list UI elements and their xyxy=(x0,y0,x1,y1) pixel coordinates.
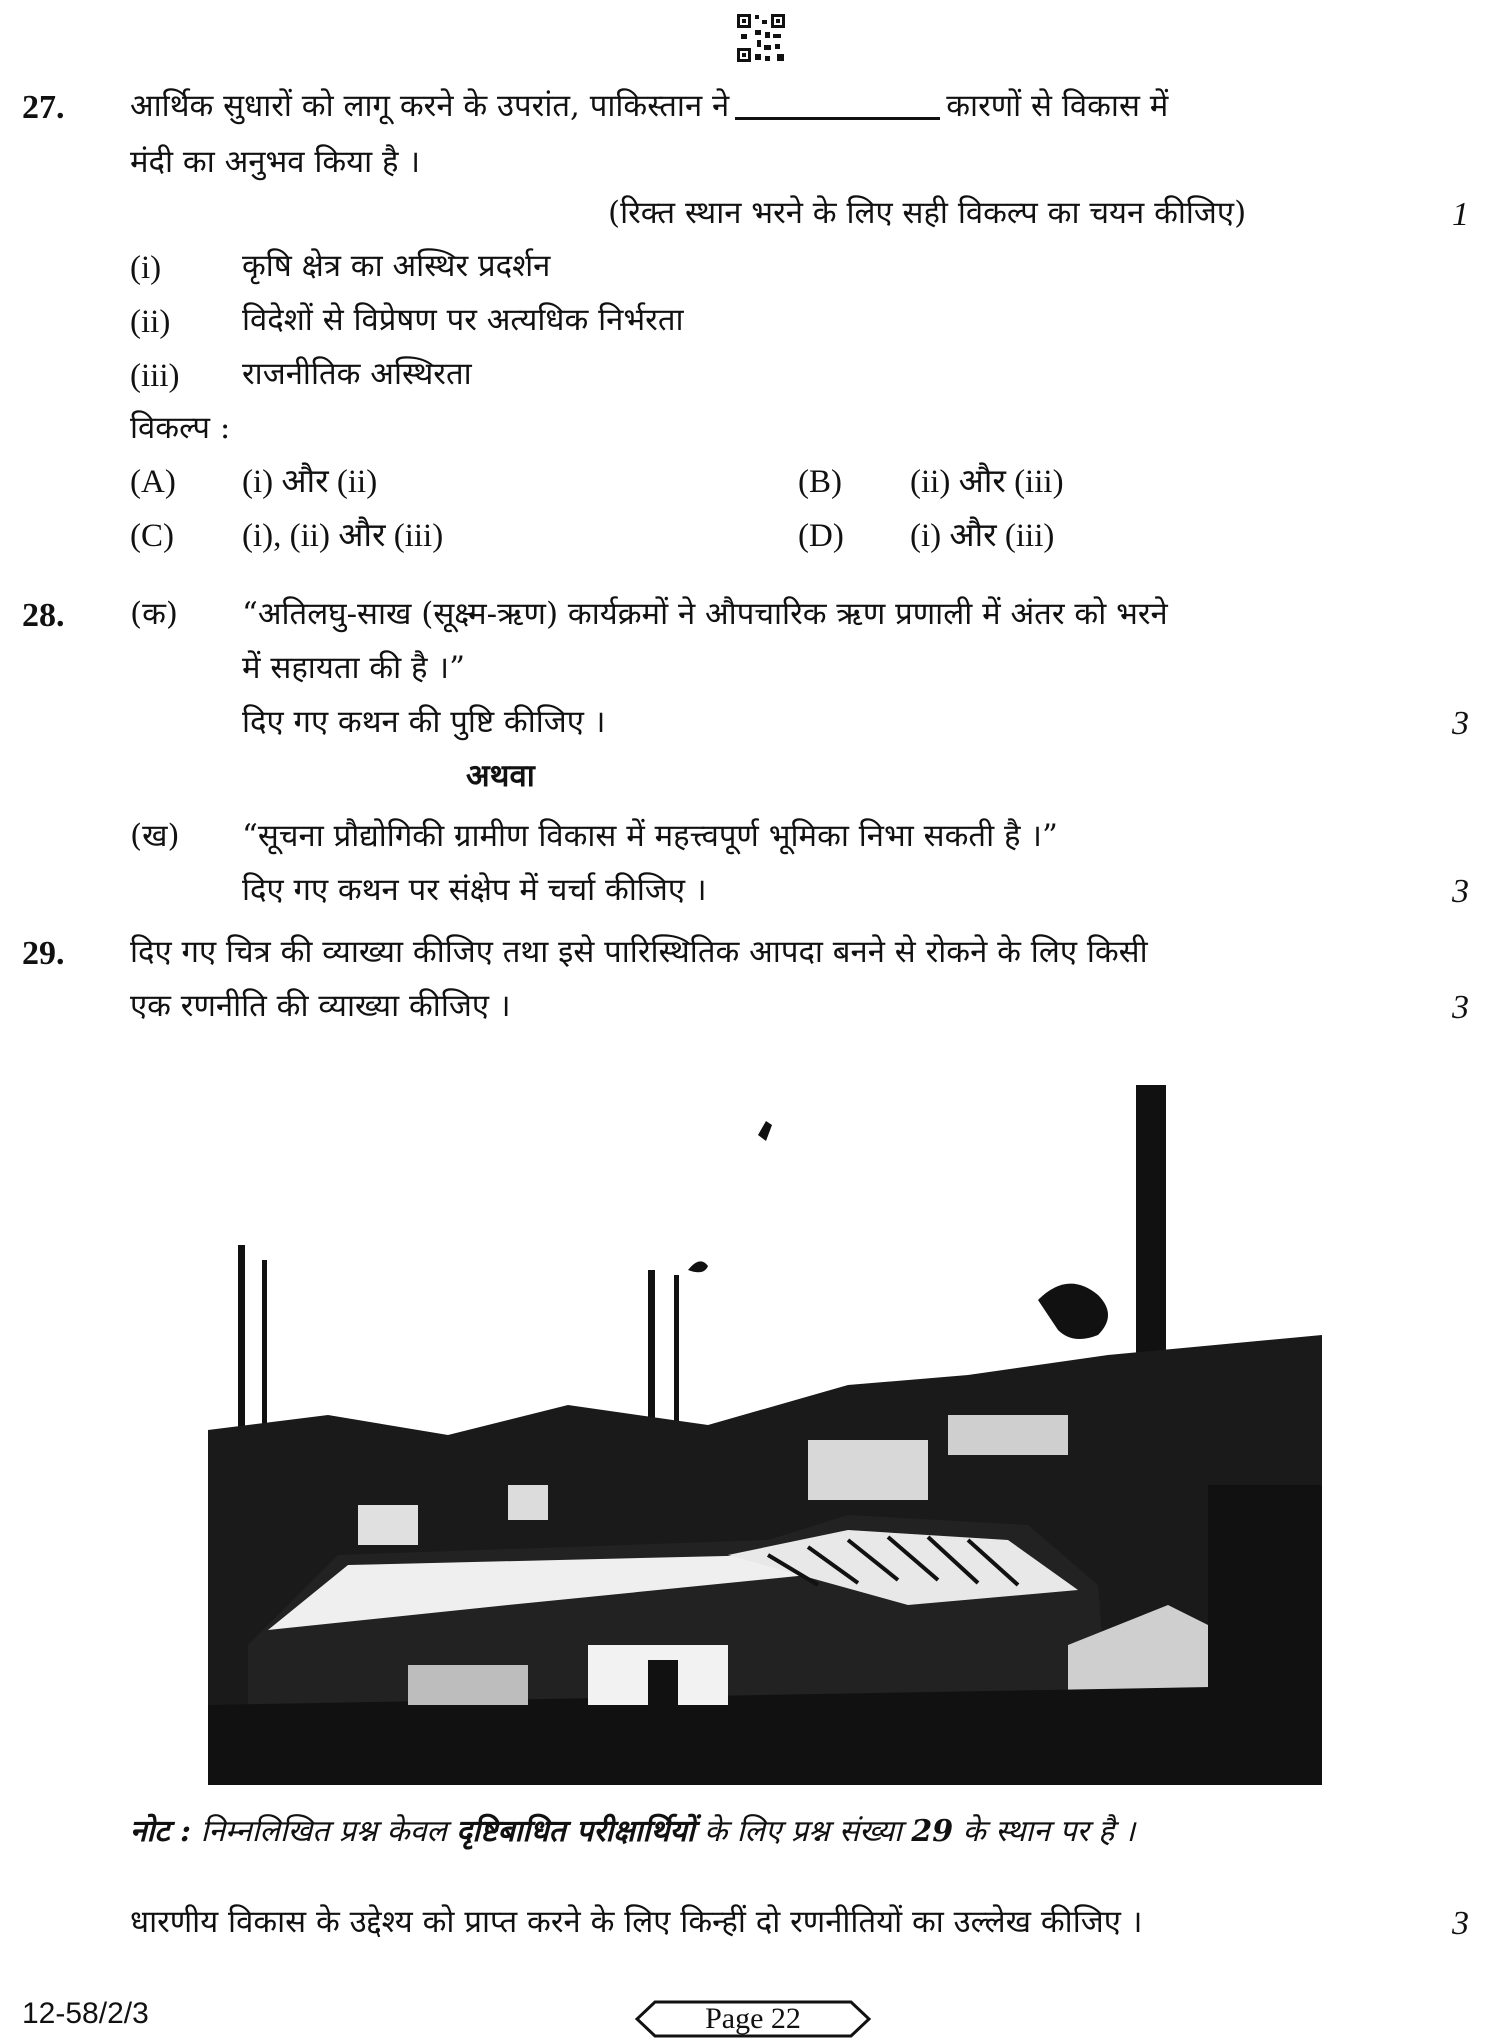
question-27-text-part2: कारणों से विकास में xyxy=(946,88,1169,124)
question-28-number: 28. xyxy=(22,597,65,634)
question-27-number: 27. xyxy=(22,89,65,126)
fill-in-blank xyxy=(735,87,940,120)
item-text: राजनीतिक अस्थिरता xyxy=(242,356,472,392)
question-28a-line3: दिए गए कथन की पुष्टि कीजिए । xyxy=(242,704,606,740)
item-text: कृषि क्षेत्र का अस्थिर प्रदर्शन xyxy=(242,248,551,284)
option-label: (B) xyxy=(798,464,842,500)
page-number-box xyxy=(633,2000,873,2038)
item-label: (iii) xyxy=(130,358,180,394)
question-29-number: 29. xyxy=(22,935,65,972)
visually-impaired-note xyxy=(130,1812,1135,1852)
question-28b-line1: “सूचना प्रौद्योगिकी ग्रामीण विकास में महत्त्वपूर्ण भूमिका निभा सकती है ।” xyxy=(242,818,1058,854)
question-28a-marks: 3 xyxy=(1452,705,1469,742)
option-label: (D) xyxy=(798,518,844,554)
question-27-text-line2: मंदी का अनुभव किया है । xyxy=(130,144,421,180)
alternate-question-29-marks: 3 xyxy=(1452,1905,1469,1942)
question-27-instruction: (रिक्त स्थान भरने के लिए सही विकल्प का चयन कीजिए) xyxy=(608,195,1247,231)
option-text: (i), (ii) और (iii) xyxy=(242,518,444,554)
question-29-line1: दिए गए चित्र की व्याख्या कीजिए तथा इसे पारिस्थितिक आपदा बनने से रोकने के लिए किसी xyxy=(130,934,1148,970)
question-27-marks: 1 xyxy=(1452,196,1469,233)
question-28a-label: (क) xyxy=(130,596,178,632)
note-label: नोट : xyxy=(130,1814,192,1849)
item-label: (ii) xyxy=(130,304,171,340)
question-28a-line1: “अतिलघु-साख (सूक्ष्म-ऋण) कार्यक्रमों ने औपचारिक ऋण प्रणाली में अंतर को भरने xyxy=(242,596,1168,632)
qr-code-icon xyxy=(735,12,787,64)
item-text: विदेशों से विप्रेषण पर अत्यधिक निर्भरता xyxy=(242,302,684,338)
or-separator: अथवा xyxy=(466,758,535,794)
option-text: (i) और (ii) xyxy=(242,464,378,500)
note-text-part2: के लिए प्रश्न संख्या xyxy=(704,1814,902,1849)
question-29-line2: एक रणनीति की व्याख्या कीजिए । xyxy=(130,988,511,1024)
question-29-marks: 3 xyxy=(1452,989,1469,1026)
question-28b-marks: 3 xyxy=(1452,873,1469,910)
question-28a-line2: में सहायता की है ।” xyxy=(242,650,465,686)
question-28b-label: (ख) xyxy=(130,818,180,854)
option-label: (A) xyxy=(130,464,176,500)
alternate-question-29: धारणीय विकास के उद्देश्य को प्राप्त करने के लिए किन्हीं दो रणनीतियों का उल्लेख कीजिए । xyxy=(130,1904,1143,1940)
options-heading: विकल्प : xyxy=(130,410,231,446)
page-number: Page 22 xyxy=(705,2002,801,2035)
option-text: (ii) और (iii) xyxy=(910,464,1064,500)
note-question-number: 29 xyxy=(911,1814,954,1849)
question-27-text-part1: आर्थिक सुधारों को लागू करने के उपरांत, पाकिस्तान ने xyxy=(130,88,730,124)
option-label: (C) xyxy=(130,518,174,554)
note-text-part3: के स्थान पर है । xyxy=(962,1814,1136,1849)
option-text: (i) और (iii) xyxy=(910,518,1055,554)
factory-photo xyxy=(208,1085,1322,1785)
question-28b-line2: दिए गए कथन पर संक्षेप में चर्चा कीजिए । xyxy=(242,872,707,908)
note-emphasis: दृष्टिबाधित परीक्षार्थियों xyxy=(456,1814,695,1849)
note-text-part1: निम्नलिखित प्रश्न केवल xyxy=(200,1814,447,1849)
question-27-text-line1 xyxy=(130,86,1168,126)
paper-code: 12-58/2/3 xyxy=(22,1997,149,2030)
item-label: (i) xyxy=(130,250,162,286)
